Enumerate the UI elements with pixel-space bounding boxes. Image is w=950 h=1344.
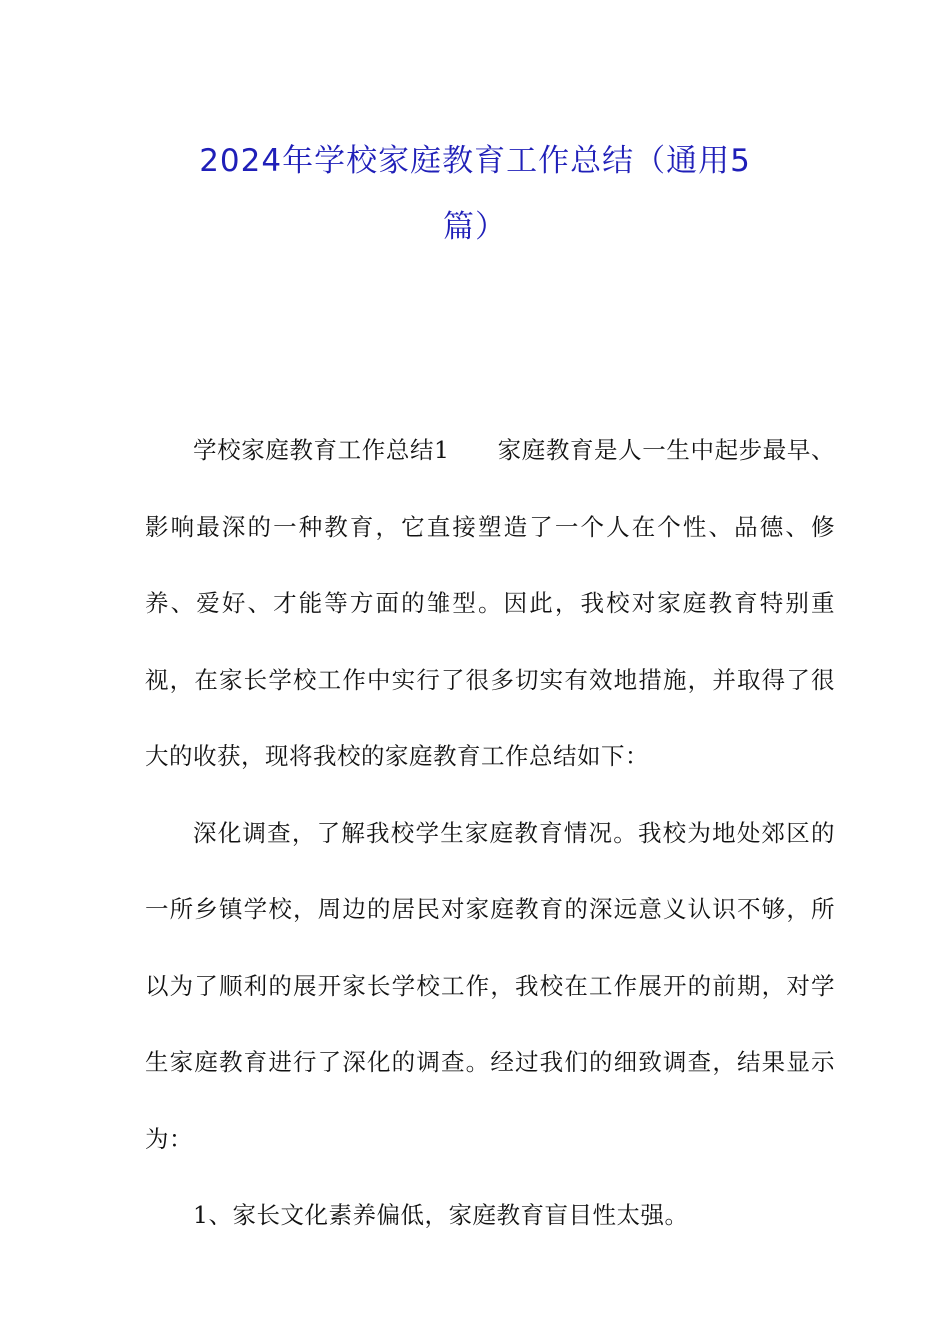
document-title bbox=[0, 128, 950, 260]
paragraph-intro bbox=[145, 412, 835, 795]
section-heading: 学校家庭教育工作总结1 bbox=[193, 436, 450, 464]
title-line-1: 2024年学校家庭教育工作总结（通用5 bbox=[199, 143, 751, 179]
document-body bbox=[145, 412, 835, 1254]
paragraph: 1、家长文化素养偏低，家庭教育盲目性太强。 bbox=[193, 1201, 689, 1229]
paragraph: 深化调查，了解我校学生家庭教育情况。我校为地处郊区的一所乡镇学校，周边的居民对家庭教育的深远意义认识不够，所以为了顺利的展开家长学校工作，我校在工作展开的前期，对学生家庭教育进行了深化的调查。经过我们的细致调查，结果显示为： bbox=[145, 818, 835, 1153]
title-line-2: 篇） bbox=[443, 209, 507, 245]
paragraph-text: 家庭教育是人一生中起步最早、影响最深的一种教育，它直接塑造了一个人在个性、品德、修养、爱好、才能等方面的雏型。因此，我校对家庭教育特别重视，在家长学校工作中实行了很多切实有效地措施，并取得了很大的收获，现将我校的家庭教育工作总结如下： bbox=[145, 436, 836, 770]
